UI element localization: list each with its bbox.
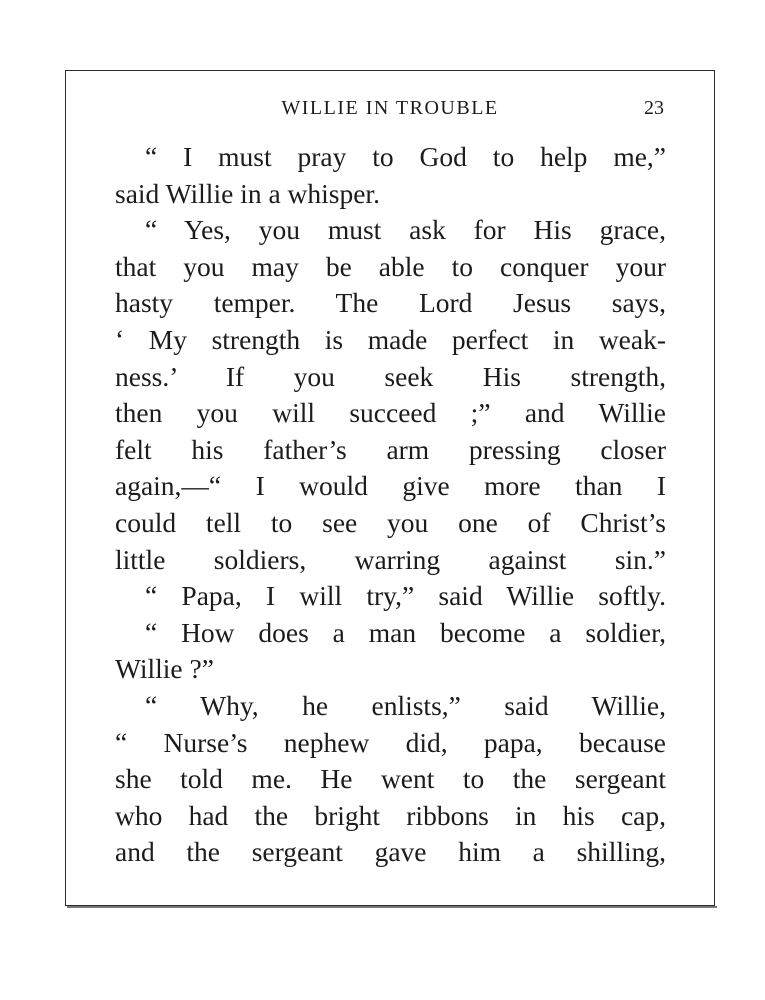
- text-line: she told me. He went to the sergeant: [115, 763, 666, 795]
- body-text: [115, 139, 666, 871]
- running-title: WILLIE IN TROUBLE: [281, 97, 499, 119]
- text-line: “ Why, he enlists,” said Willie,: [145, 689, 666, 721]
- text-line: said Willie in a whisper.: [115, 177, 380, 209]
- text-line: that you may be able to conquer your: [115, 250, 666, 282]
- text-line: again,—“ I would give more than I: [115, 470, 666, 502]
- text-line: who had the bright ribbons in his cap,: [115, 799, 666, 831]
- text-line: “ Papa, I will try,” said Willie softly.: [145, 580, 666, 612]
- page-number: 23: [644, 97, 664, 119]
- text-line: “ I must pray to God to help me,”: [145, 141, 666, 172]
- text-line: “ Yes, you must ask for His grace,: [145, 214, 666, 246]
- text-line: ‘ My strength is made perfect in weak-: [115, 323, 666, 355]
- text-line: felt his father’s arm pressing closer: [115, 433, 666, 465]
- text-line: ness.’ If you seek His strength,: [115, 360, 666, 392]
- text-line: “ How does a man become a soldier,: [145, 616, 666, 648]
- running-head: [66, 93, 714, 123]
- text-line: Willie ?”: [115, 653, 214, 685]
- text-line: then you will succeed ;” and Willie: [115, 397, 666, 429]
- text-line: and the sergeant gave him a shilling,: [115, 836, 666, 868]
- text-line: hasty temper. The Lord Jesus says,: [115, 287, 666, 319]
- text-line: little soldiers, warring against sin.”: [115, 543, 666, 575]
- text-line: “ Nurse’s nephew did, papa, because: [115, 726, 666, 758]
- page-frame: [65, 70, 715, 906]
- frame-shadow: [67, 906, 717, 908]
- text-line: could tell to see you one of Christ’s: [115, 506, 666, 538]
